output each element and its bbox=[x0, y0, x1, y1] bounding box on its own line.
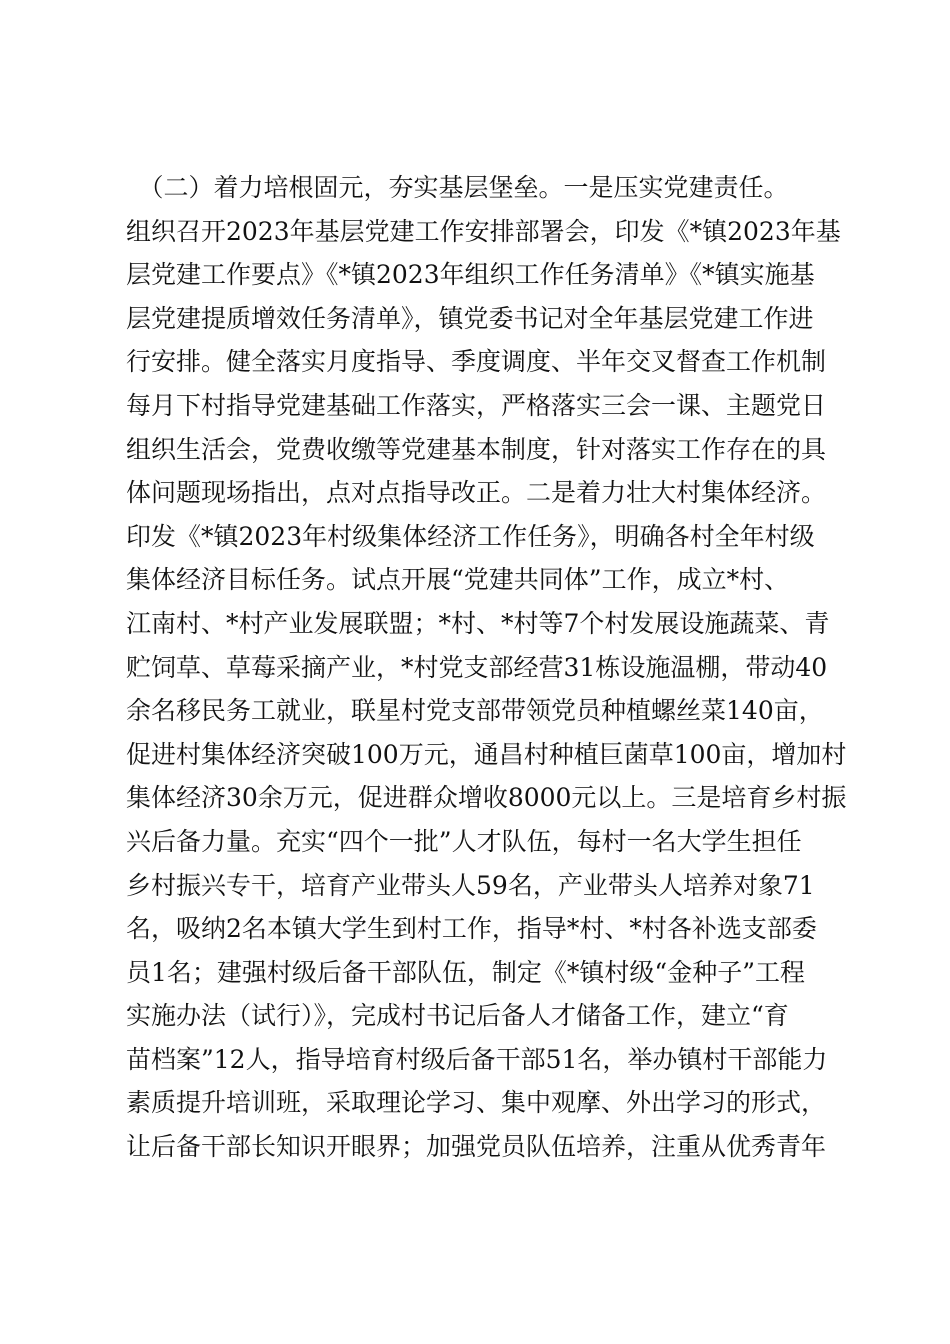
paragraph-line: 兴后备力量。充实“四个一批”人才队伍，每村一名大学生担任 bbox=[126, 826, 802, 856]
paragraph-line: 层党建工作要点》《*镇2023年组织工作任务清单》《*镇实施基 bbox=[126, 260, 815, 290]
paragraph-line: 集体经济30余万元，促进群众增收8000元以上。三是培育乡村振 bbox=[126, 783, 847, 813]
body-paragraph bbox=[126, 166, 866, 1169]
paragraph-line: 组织生活会，党费收缴等党建基本制度，针对落实工作存在的具 bbox=[126, 434, 827, 464]
paragraph-line: 行安排。健全落实月度指导、季度调度、半年交叉督查工作机制 bbox=[126, 347, 827, 377]
paragraph-line: 印发《*镇2023年村级集体经济工作任务》，明确各村全年村级 bbox=[126, 521, 815, 551]
paragraph-line: 层党建提质增效任务清单》，镇党委书记对全年基层党建工作进 bbox=[126, 303, 814, 333]
paragraph-line: 集体经济目标任务。试点开展“党建共同体”工作，成立*村、 bbox=[126, 565, 790, 595]
paragraph-line: 组织召开2023年基层党建工作安排部署会，印发《*镇2023年基 bbox=[126, 216, 841, 246]
paragraph-line: 贮饲草、草莓采摘产业，*村党支部经营31栋设施温棚，带动40 bbox=[126, 652, 828, 682]
paragraph-line: 实施办法（试行）》，完成村书记后备人才储备工作，建立“育 bbox=[126, 1001, 789, 1031]
paragraph-line: 江南村、*村产业发展联盟；*村、*村等7个村发展设施蔬菜、青 bbox=[126, 608, 830, 638]
paragraph-line: 乡村振兴专干，培育产业带头人59名，产业带头人培养对象71 bbox=[126, 870, 815, 900]
paragraph-line: 名，吸纳2名本镇大学生到村工作，指导*村、*村各补选支部委 bbox=[126, 914, 817, 944]
paragraph-line: （二）着力培根固元，夯实基层堡垒。一是压实党建责任。 bbox=[126, 173, 789, 202]
paragraph-line: 苗档案”12人，指导培育村级后备干部51名，举办镇村干部能力 bbox=[126, 1044, 828, 1074]
paragraph-line: 体问题现场指出，点对点指导改正。二是着力壮大村集体经济。 bbox=[126, 478, 827, 508]
paragraph-line: 每月下村指导党建基础工作落实，严格落实三会一课、主题党日 bbox=[126, 390, 827, 420]
paragraph-line: 员1名；建强村级后备干部队伍，制定《*镇村级“金种子”工程 bbox=[126, 957, 805, 987]
paragraph-line: 余名移民务工就业，联星村党支部带领党员种植螺丝菜140亩， bbox=[126, 696, 824, 726]
paragraph-line: 让后备干部长知识开眼界；加强党员队伍培养，注重从优秀青年 bbox=[126, 1132, 827, 1162]
paragraph-line: 促进村集体经济突破100万元，通昌村种植巨菌草100亩，增加村 bbox=[126, 739, 847, 769]
paragraph-line: 素质提升培训班，采取理论学习、集中观摩、外出学习的形式， bbox=[126, 1088, 827, 1118]
